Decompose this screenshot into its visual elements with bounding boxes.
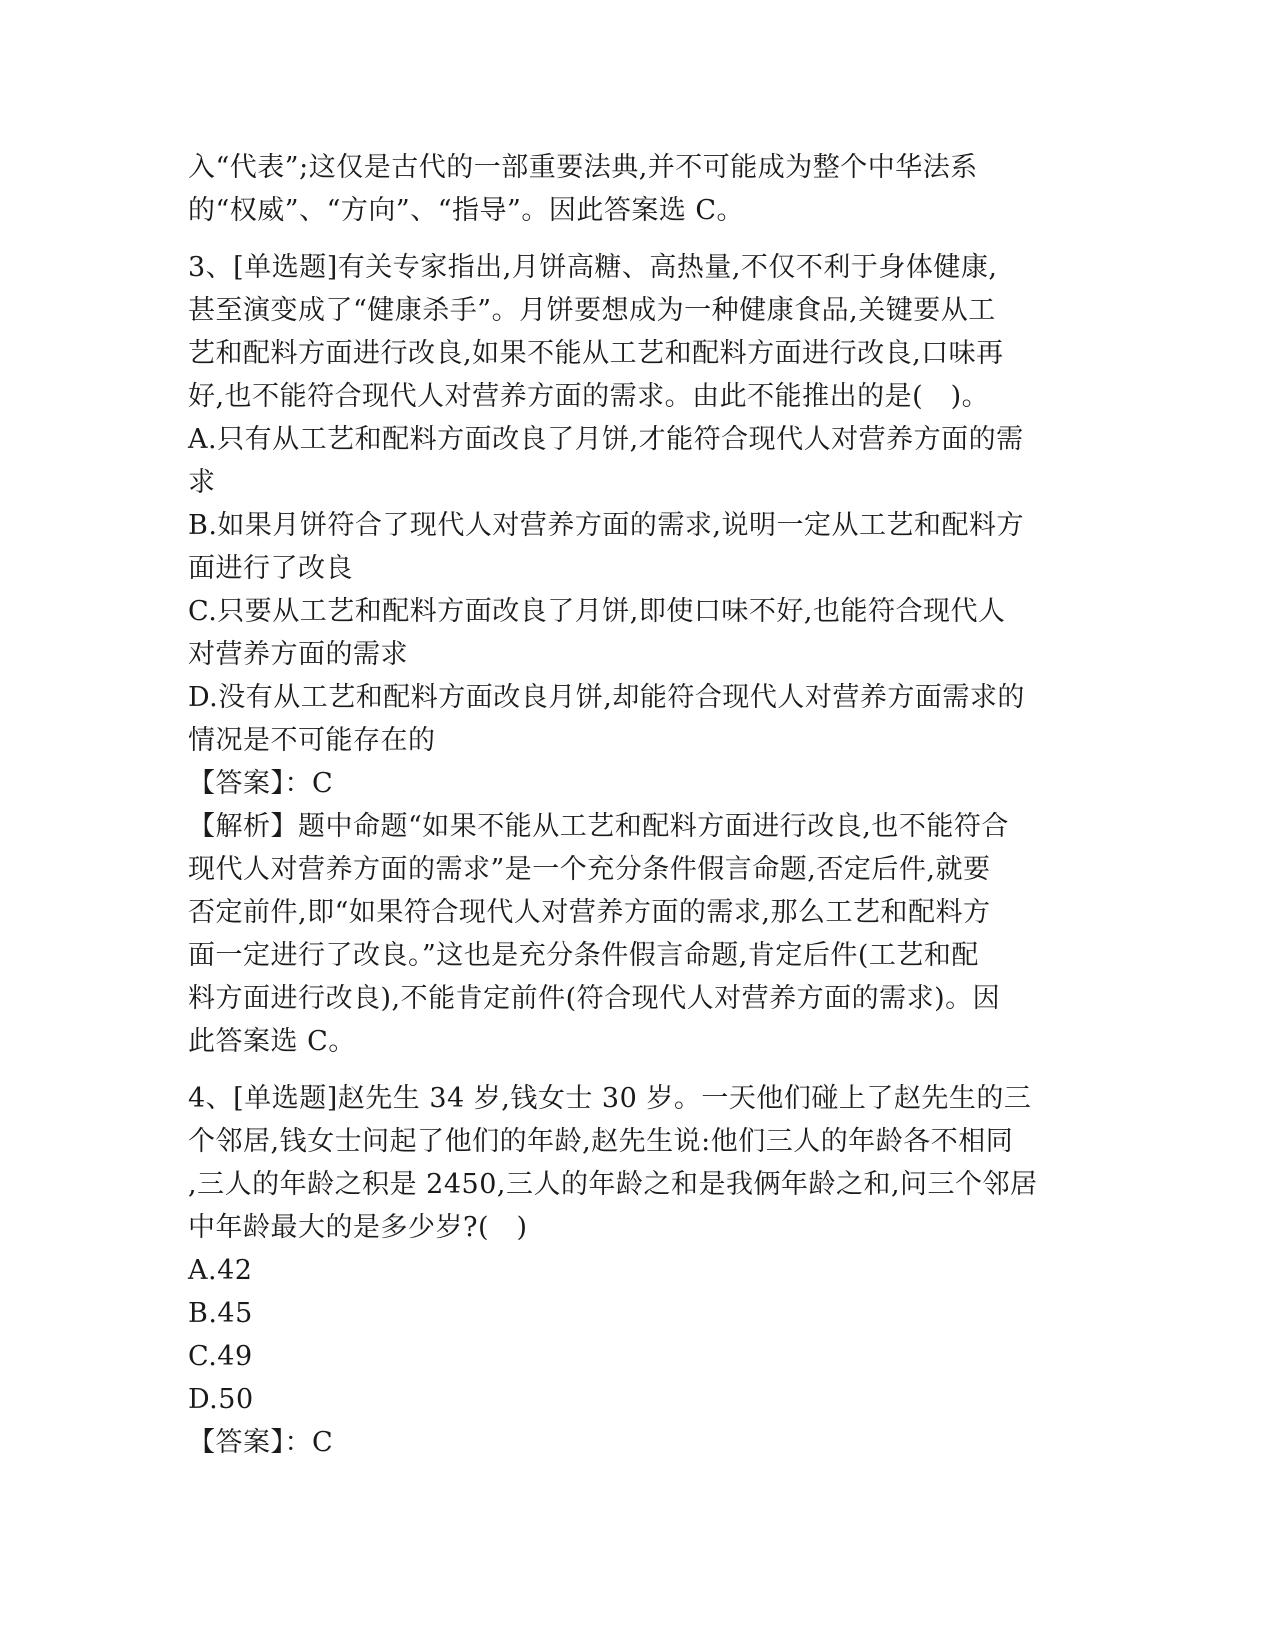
option-a: A.42	[188, 1255, 253, 1286]
question-stem-line: 中年龄最大的是多少岁?( )	[188, 1212, 528, 1243]
question-4	[188, 1077, 1088, 1464]
option-c: C.49	[188, 1341, 253, 1372]
answer-line: 【答案】：C	[188, 768, 334, 799]
question-stem-line: 个邻居,钱女士问起了他们的年龄,赵先生说:他们三人的年龄各不相同	[188, 1126, 1014, 1157]
analysis-line: 【解析】题中命题“如果不能从工艺和配料方面进行改良,也不能符合	[188, 811, 1009, 842]
text-line: 入“代表”;这仅是古代的一部重要法典,并不可能成为整个中华法系	[188, 152, 978, 183]
analysis	[188, 805, 1088, 1063]
question-stem-line: 3、[单选题]有关专家指出,月饼高糖、高热量,不仅不利于身体健康,	[188, 252, 998, 283]
question-stem-line: 艺和配料方面进行改良,如果不能从工艺和配料方面进行改良,口味再	[188, 338, 1004, 369]
analysis-line: 面一定进行了改良。”这也是充分条件假言命题,肯定后件(工艺和配	[188, 940, 979, 971]
option-b: B.如果月饼符合了现代人对营养方面的需求,说明一定从工艺和配料方 面进行了改良	[188, 510, 1025, 584]
analysis-line: 现代人对营养方面的需求”是一个充分条件假言命题,否定后件,就要	[188, 854, 991, 885]
text-line: 的“权威”、“方向”、“指导”。因此答案选 C。	[188, 195, 745, 226]
answer-line: 【答案】：C	[188, 1427, 334, 1458]
analysis-line: 否定前件,即“如果符合现代人对营养方面的需求,那么工艺和配料方	[188, 897, 991, 928]
previous-analysis-continuation	[188, 146, 1088, 232]
option-d: D.50	[188, 1384, 254, 1415]
option-c: C.只要从工艺和配料方面改良了月饼,即使口味不好,也能符合现代人 对营养方面的需求	[188, 596, 1006, 670]
option-b: B.45	[188, 1298, 253, 1329]
question-stem-line: 甚至演变成了“健康杀手”。月饼要想成为一种健康食品,关键要从工	[188, 295, 996, 326]
analysis-line: 此答案选 C。	[188, 1026, 356, 1057]
question-stem-line: ,三人的年龄之积是 2450,三人的年龄之和是我俩年龄之和,问三个邻居	[188, 1169, 1038, 1200]
question-stem-line: 4、[单选题]赵先生 34 岁,钱女士 30 岁。一天他们碰上了赵先生的三	[188, 1083, 1032, 1114]
option-a: A.只有从工艺和配料方面改良了月饼,才能符合现代人对营养方面的需 求	[188, 424, 1024, 498]
document-page	[188, 146, 1088, 1464]
analysis-line: 料方面进行改良),不能肯定前件(符合现代人对营养方面的需求)。因	[188, 983, 1001, 1014]
question-stem-line: 好,也不能符合现代人对营养方面的需求。由此不能推出的是( )。	[188, 381, 990, 412]
question-3	[188, 246, 1088, 1063]
option-d: D.没有从工艺和配料方面改良月饼,却能符合现代人对营养方面需求的 情况是不可能存在的	[188, 682, 1025, 756]
